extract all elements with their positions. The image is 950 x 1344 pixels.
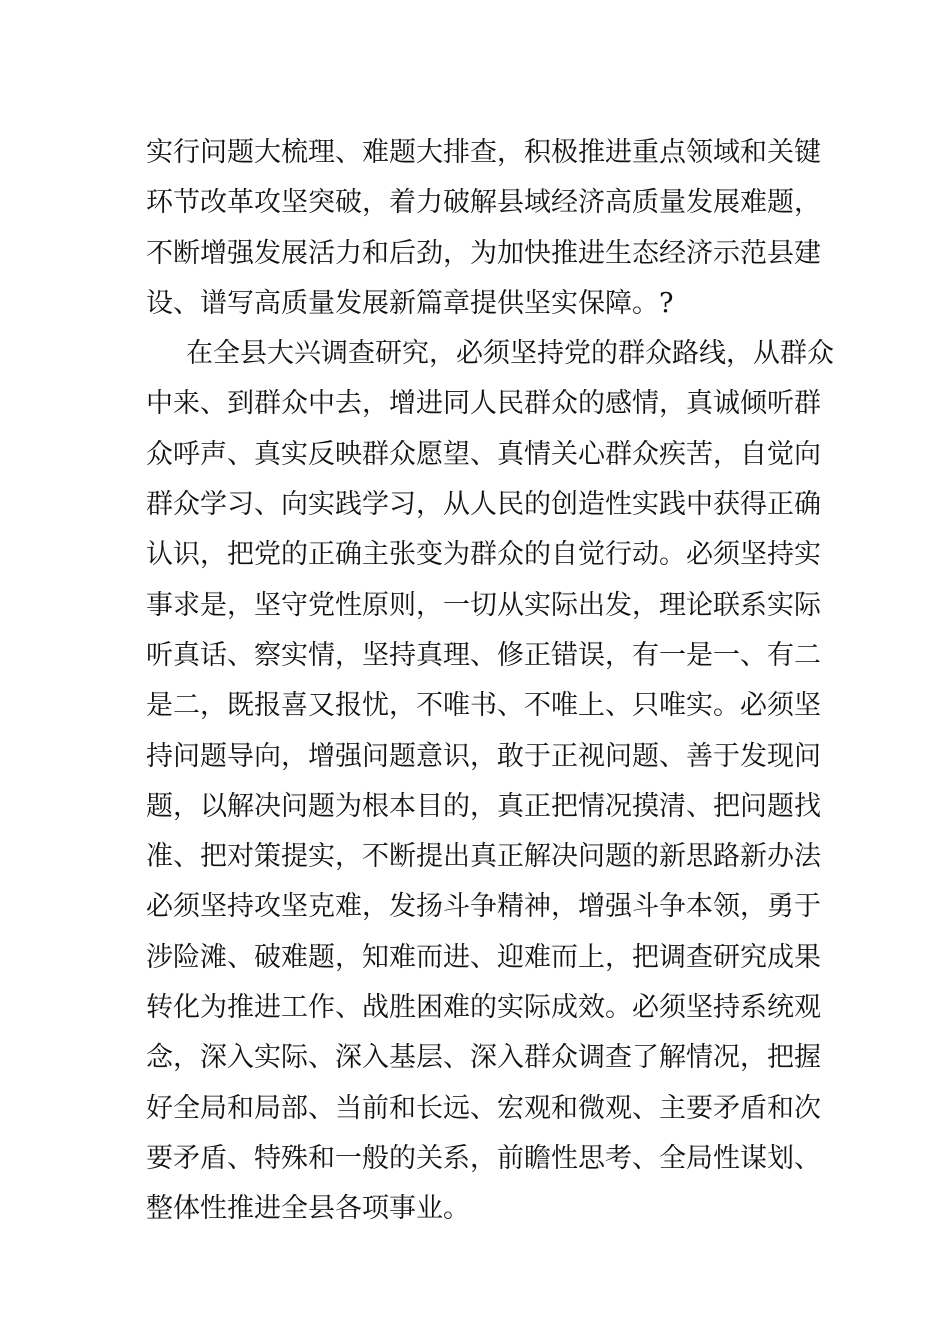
body-text [146, 128, 834, 1235]
text-line: 准、把对策提实，不断提出真正解决问题的新思路新办法 [146, 841, 821, 873]
text-line: 不断增强发展活力和后劲，为加快推进生态经济示范县建 [146, 237, 821, 269]
text-line: 要矛盾、特殊和一般的关系，前瞻性思考、全局性谋划、 [146, 1142, 821, 1174]
text-line: 涉险滩、破难题，知难而进、迎难而上，把调查研究成果 [146, 941, 821, 973]
text-line: 认识，把党的正确主张变为群众的自觉行动。必须坚持实 [146, 539, 821, 571]
text-line: 转化为推进工作、战胜困难的实际成效。必须坚持系统观 [146, 992, 821, 1024]
text-line: 题，以解决问题为根本目的，真正把情况摸清、把问题找 [146, 790, 821, 822]
text-line: 中来、到群众中去，增进同人民群众的感情，真诚倾听群 [146, 388, 821, 420]
text-line: 听真话、察实情，坚持真理、修正错误，有一是一、有二 [146, 639, 821, 671]
text-line: 必须坚持攻坚克难，发扬斗争精神，增强斗争本领，勇于 [146, 891, 821, 923]
text-line: 是二，既报喜又报忧，不唯书、不唯上、只唯实。必须坚 [146, 690, 821, 722]
text-line: 众呼声、真实反映群众愿望、真情关心群众疾苦，自觉向 [146, 438, 821, 470]
paragraph-start-line: 在全县大兴调查研究，必须坚持党的群众路线，从群众 [186, 338, 834, 370]
text-line: 持问题导向，增强问题意识，敢于正视问题、善于发现问 [146, 740, 821, 772]
text-line: 念，深入实际、深入基层、深入群众调查了解情况，把握 [146, 1042, 821, 1074]
text-line: 整体性推进全县各项事业。 [146, 1193, 470, 1225]
text-line: 实行问题大梳理、难题大排查，积极推进重点领域和关键 [146, 137, 821, 168]
text-line: 设、谱写高质量发展新篇章提供坚实保障。? [146, 287, 674, 319]
text-line: 好全局和局部、当前和长远、宏观和微观、主要矛盾和次 [146, 1092, 821, 1124]
text-line: 环节改革攻坚突破，着力破解县域经济高质量发展难题， [146, 187, 821, 219]
text-line: 事求是，坚守党性原则，一切从实际出发，理论联系实际 [146, 589, 821, 621]
text-line: 群众学习、向实践学习，从人民的创造性实践中获得正确 [146, 489, 821, 521]
